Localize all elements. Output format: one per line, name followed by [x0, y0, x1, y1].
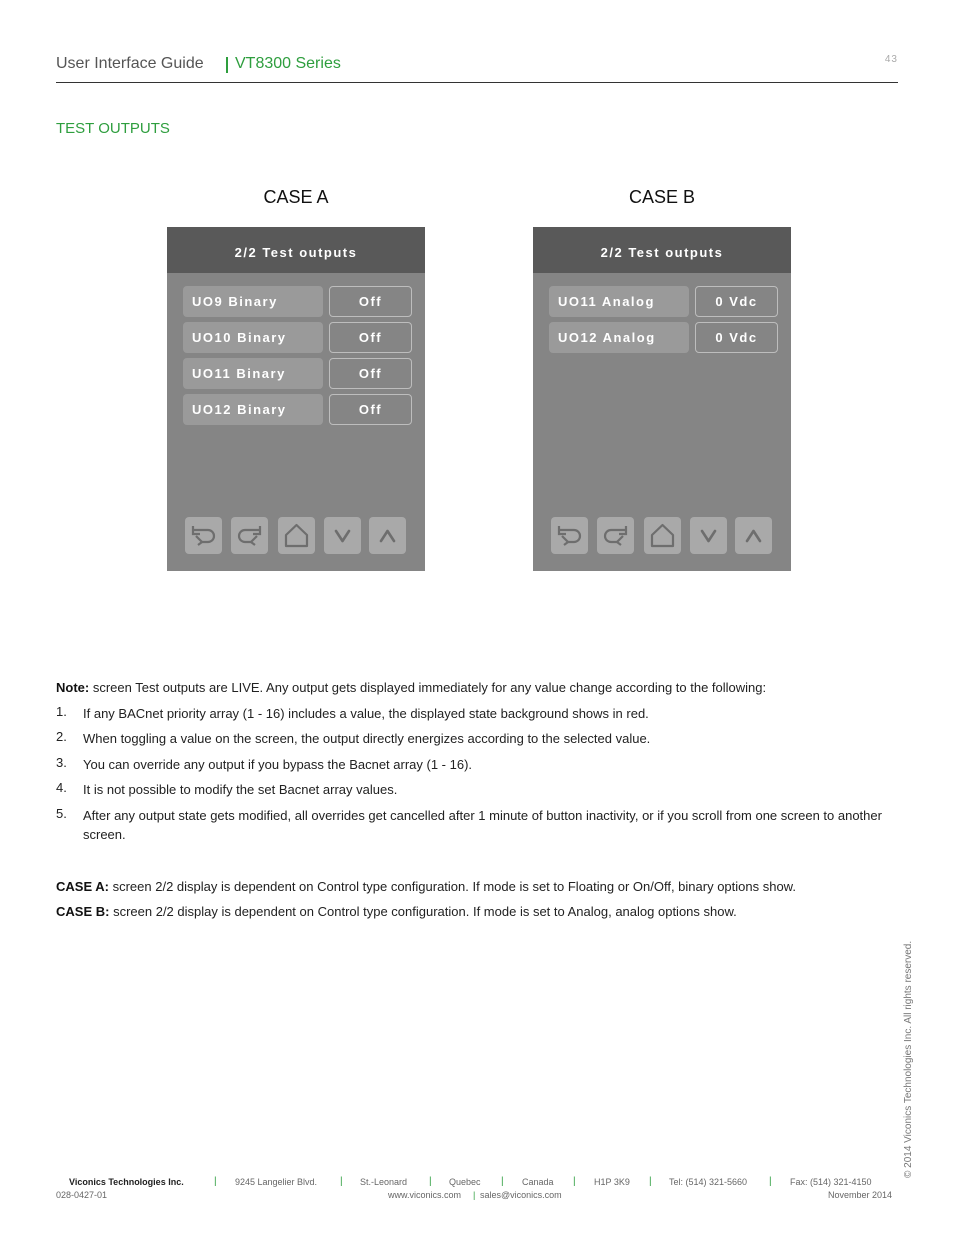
- output-label: UO11 Analog: [549, 286, 689, 317]
- footer-separator: |: [573, 1176, 576, 1187]
- case-a-screen: [167, 227, 425, 571]
- home-button[interactable]: [644, 517, 681, 554]
- list-number: 1.: [56, 704, 67, 719]
- footer-separator: |: [769, 1176, 772, 1187]
- header-divider: [226, 57, 228, 73]
- output-row[interactable]: [183, 322, 413, 353]
- case-a-description: [56, 877, 898, 896]
- footer-separator: |: [649, 1176, 652, 1187]
- forward-button[interactable]: [231, 517, 268, 554]
- list-item: When toggling a value on the screen, the output directly energizes according to the selected value.: [83, 731, 651, 746]
- output-row[interactable]: [183, 358, 413, 389]
- back-icon: [551, 517, 588, 554]
- chevron-up-icon: [735, 517, 772, 554]
- page-number: 43: [884, 54, 898, 65]
- output-row[interactable]: [183, 286, 413, 317]
- series-name: VT8300 Series: [235, 55, 341, 72]
- back-button[interactable]: [185, 517, 222, 554]
- output-value[interactable]: Off: [329, 286, 412, 317]
- case-a-label: CASE A: [263, 187, 329, 207]
- output-value[interactable]: Off: [329, 322, 412, 353]
- list-number: 2.: [56, 729, 67, 744]
- footer-separator: |: [429, 1176, 432, 1187]
- footer-doc-number: 028-0427-01: [56, 1190, 108, 1200]
- back-icon: [185, 517, 222, 554]
- screen-header: [533, 227, 791, 273]
- output-label: UO12 Analog: [549, 322, 689, 353]
- output-label: UO11 Binary: [183, 358, 323, 389]
- output-row[interactable]: [549, 322, 779, 353]
- case-b-description: [56, 902, 898, 921]
- forward-icon: [231, 517, 268, 554]
- case-a-desc-text: screen 2/2 display is dependent on Control type configuration. If mode is set to Floating or On/Off, binary options show.: [112, 879, 796, 894]
- forward-button[interactable]: [597, 517, 634, 554]
- document-title: User Interface Guide: [56, 55, 204, 72]
- up-button[interactable]: [735, 517, 772, 554]
- footer-email[interactable]: sales@viconics.com: [480, 1190, 562, 1200]
- screen-header: [167, 227, 425, 273]
- down-button[interactable]: [690, 517, 727, 554]
- screen-title: 2/2 Test outputs: [600, 245, 724, 260]
- home-icon: [644, 517, 681, 554]
- footer-separator: |: [473, 1190, 476, 1200]
- case-b-label: CASE B: [628, 187, 696, 207]
- chevron-up-icon: [369, 517, 406, 554]
- footer-tel: Tel: (514) 321-5660: [669, 1177, 748, 1187]
- case-b-desc-label: CASE B:: [56, 904, 110, 919]
- footer-address: 9245 Langelier Blvd.: [235, 1177, 318, 1187]
- footer-postal: H1P 3K9: [594, 1177, 630, 1187]
- list-item: If any BACnet priority array (1 - 16) includes a value, the displayed state background shows in red.: [83, 706, 649, 721]
- chevron-down-icon: [324, 517, 361, 554]
- up-button[interactable]: [369, 517, 406, 554]
- list-number: 5.: [56, 806, 67, 821]
- footer-separator: |: [501, 1176, 504, 1187]
- list-number: 3.: [56, 755, 67, 770]
- list-item: It is not possible to modify the set Bacnet array values.: [83, 782, 398, 797]
- footer-country: Canada: [522, 1177, 554, 1187]
- output-label: UO9 Binary: [183, 286, 323, 317]
- case-b-screen: [533, 227, 791, 571]
- forward-icon: [597, 517, 634, 554]
- home-button[interactable]: [278, 517, 315, 554]
- output-row[interactable]: [549, 286, 779, 317]
- footer-company: Viconics Technologies Inc.: [69, 1177, 184, 1187]
- home-icon: [278, 517, 315, 554]
- footer-fax: Fax: (514) 321-4150: [790, 1177, 872, 1187]
- output-value[interactable]: 0 Vdc: [695, 322, 778, 353]
- output-value[interactable]: 0 Vdc: [695, 286, 778, 317]
- output-label: UO12 Binary: [183, 394, 323, 425]
- list-item: After any output state gets modified, all overrides get cancelled after 1 minute of button inactivity, or if you scroll from one screen to another screen.: [83, 808, 882, 842]
- output-label: UO10 Binary: [183, 322, 323, 353]
- down-button[interactable]: [324, 517, 361, 554]
- note-text: screen Test outputs are LIVE. Any output gets displayed immediately for any value change according to the following:: [92, 680, 767, 695]
- list-item: You can override any output if you bypass the Bacnet array (1 - 16).: [83, 757, 473, 772]
- output-row[interactable]: [183, 394, 413, 425]
- case-b-desc-text: screen 2/2 display is dependent on Control type configuration. If mode is set to Analog, analog options show.: [113, 904, 737, 919]
- footer-date: November 2014: [828, 1190, 893, 1200]
- output-value[interactable]: Off: [329, 358, 412, 389]
- footer-city: St.-Leonard: [360, 1177, 408, 1187]
- back-button[interactable]: [551, 517, 588, 554]
- output-value[interactable]: Off: [329, 394, 412, 425]
- case-a-desc-label: CASE A:: [56, 879, 109, 894]
- footer-website[interactable]: www.viconics.com: [388, 1190, 462, 1200]
- header-rule: [56, 82, 898, 83]
- footer-province: Quebec: [449, 1177, 481, 1187]
- footer-separator: |: [340, 1176, 343, 1187]
- copyright-notice: © 2014 Viconics Technologies Inc. All rights reserved.: [903, 940, 914, 1178]
- footer-separator: |: [214, 1176, 217, 1187]
- note-label: Note:: [56, 680, 90, 695]
- note-paragraph: [56, 678, 898, 697]
- chevron-down-icon: [690, 517, 727, 554]
- list-number: 4.: [56, 780, 67, 795]
- section-title: TEST OUTPUTS: [56, 120, 170, 137]
- screen-title: 2/2 Test outputs: [234, 245, 358, 260]
